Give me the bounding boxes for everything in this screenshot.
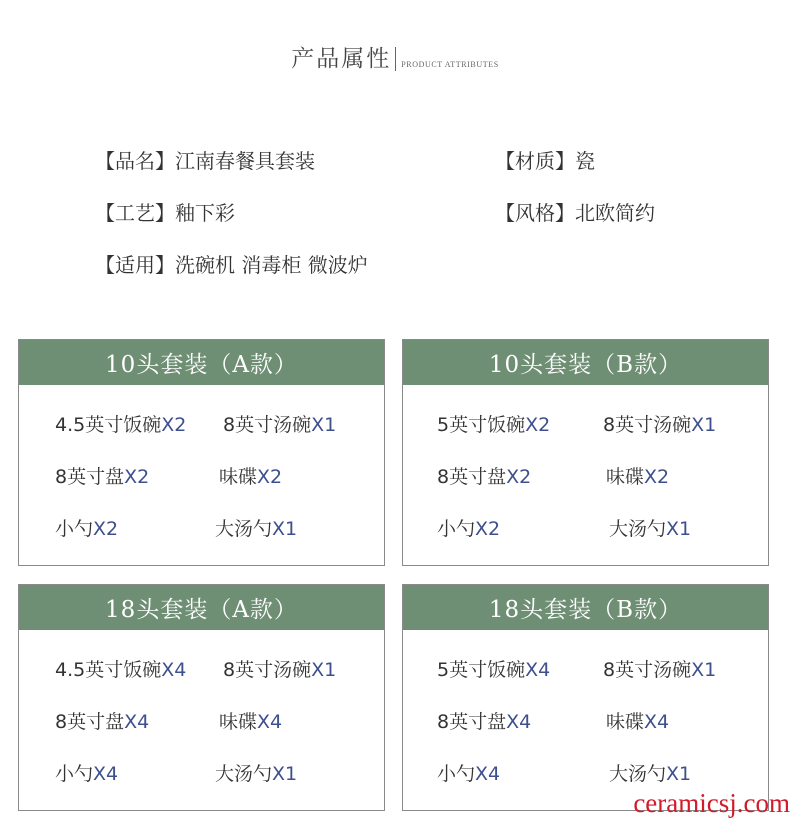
item-name: 8英寸盘: [437, 466, 507, 488]
item-qty: X1: [311, 659, 337, 681]
item-qty: X2: [525, 414, 551, 436]
section-title-en: PRODUCT ATTRIBUTES: [401, 60, 499, 69]
item-qty: X1: [272, 518, 298, 540]
list-item: [55, 761, 118, 787]
list-item: [603, 657, 716, 683]
item-name: 味碟: [606, 466, 645, 488]
item-name: 小勺: [437, 763, 476, 785]
attribute-list: [0, 0, 790, 300]
watermark: ceramicsj.com: [633, 788, 790, 818]
item-qty: X2: [124, 466, 150, 488]
item-name: 5英寸饭碗: [437, 414, 526, 436]
list-item: [437, 709, 531, 735]
list-item: [609, 761, 691, 787]
item-qty: X4: [506, 711, 532, 733]
item-qty: X4: [525, 659, 551, 681]
list-item: [609, 516, 691, 542]
list-item: [606, 464, 669, 490]
set-card-title: 10头套装（B款）: [403, 340, 768, 385]
section-title-cn: 产品属性: [291, 46, 392, 72]
set-card-10a: [18, 339, 385, 566]
set-card-title: 10头套装（A款）: [19, 340, 384, 385]
list-item: [437, 761, 500, 787]
item-name: 味碟: [219, 466, 258, 488]
item-qty: X1: [666, 518, 692, 540]
list-item: [223, 412, 336, 438]
item-qty: X4: [644, 711, 670, 733]
item-qty: X2: [506, 466, 532, 488]
list-item: [219, 709, 282, 735]
item-qty: X2: [161, 414, 187, 436]
item-qty: X2: [93, 518, 119, 540]
list-item: [215, 761, 297, 787]
list-item: [55, 709, 149, 735]
attribute-usage: 【适用】洗碗机 消毒柜 微波炉: [95, 253, 368, 277]
item-name: 小勺: [55, 518, 94, 540]
item-qty: X4: [124, 711, 150, 733]
item-qty: X1: [691, 659, 717, 681]
set-card-title: 18头套装（B款）: [403, 585, 768, 630]
attribute-material: 【材质】瓷: [495, 149, 595, 173]
item-qty: X2: [644, 466, 670, 488]
list-item: [223, 657, 336, 683]
item-name: 大汤勺: [609, 763, 667, 785]
list-item: [215, 516, 297, 542]
item-name: 8英寸汤碗: [223, 659, 312, 681]
item-name: 味碟: [219, 711, 258, 733]
list-item: [437, 412, 550, 438]
item-name: 4.5英寸饭碗: [55, 414, 162, 436]
item-qty: X1: [311, 414, 337, 436]
item-name: 8英寸汤碗: [603, 659, 692, 681]
list-item: [55, 657, 186, 683]
item-name: 小勺: [55, 763, 94, 785]
list-item: [603, 412, 716, 438]
item-name: 5英寸饭碗: [437, 659, 526, 681]
item-name: 大汤勺: [215, 763, 273, 785]
attribute-name: 【品名】江南春餐具套装: [95, 149, 315, 173]
list-item: [437, 657, 550, 683]
item-qty: X1: [666, 763, 692, 785]
list-item: [606, 709, 669, 735]
item-qty: X1: [272, 763, 298, 785]
item-qty: X2: [475, 518, 501, 540]
list-item: [437, 464, 531, 490]
list-item: [219, 464, 282, 490]
item-qty: X4: [93, 763, 119, 785]
item-qty: X1: [691, 414, 717, 436]
item-qty: X4: [475, 763, 501, 785]
attribute-craft: 【工艺】釉下彩: [95, 201, 235, 225]
set-card-18b: [402, 584, 769, 811]
set-card-title: 18头套装（A款）: [19, 585, 384, 630]
item-name: 4.5英寸饭碗: [55, 659, 162, 681]
set-card-10b: [402, 339, 769, 566]
item-qty: X4: [257, 711, 283, 733]
item-name: 大汤勺: [609, 518, 667, 540]
item-name: 8英寸汤碗: [223, 414, 312, 436]
item-name: 8英寸盘: [55, 711, 125, 733]
list-item: [55, 464, 149, 490]
attribute-style: 【风格】北欧简约: [495, 201, 655, 225]
item-name: 8英寸盘: [437, 711, 507, 733]
set-card-18a: [18, 584, 385, 811]
list-item: [55, 516, 118, 542]
list-item: [55, 412, 186, 438]
item-name: 味碟: [606, 711, 645, 733]
item-name: 8英寸汤碗: [603, 414, 692, 436]
list-item: [437, 516, 500, 542]
item-name: 8英寸盘: [55, 466, 125, 488]
item-name: 小勺: [437, 518, 476, 540]
item-qty: X2: [257, 466, 283, 488]
item-name: 大汤勺: [215, 518, 273, 540]
item-qty: X4: [161, 659, 187, 681]
